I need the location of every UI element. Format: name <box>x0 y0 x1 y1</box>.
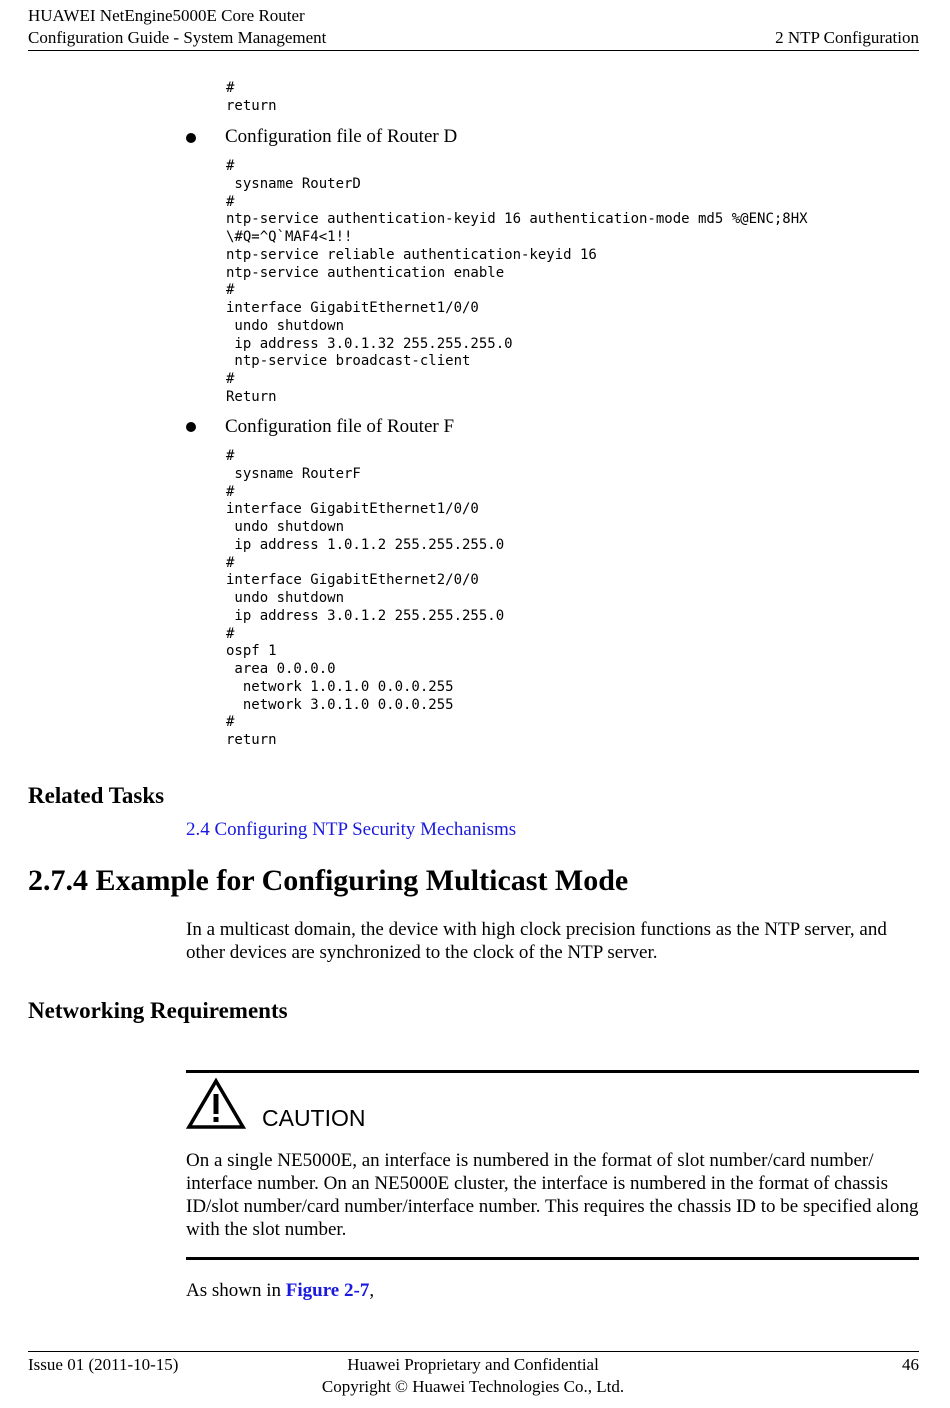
footer-copyright: Copyright © Huawei Technologies Co., Ltd. <box>321 1377 625 1396</box>
header-product: HUAWEI NetEngine5000E Core Router <box>28 6 305 25</box>
section-title: 2.7.4 Example for Configuring Multicast Mode <box>28 864 629 897</box>
router-d-label: Configuration file of Router D <box>225 126 458 147</box>
router-f-label: Configuration file of Router F <box>225 416 455 437</box>
caution-label: CAUTION <box>262 1105 366 1131</box>
footer-issue: Issue 01 (2011-10-15) <box>28 1355 179 1374</box>
caution-top-rule <box>186 1070 919 1073</box>
figure-reference <box>186 1280 374 1302</box>
footer-rule <box>28 1351 919 1352</box>
warning-triangle-icon <box>186 1078 246 1130</box>
header-rule <box>28 50 919 51</box>
footer-page-number: 46 <box>902 1355 919 1374</box>
code-block-router-f: # sysname RouterF # interface GigabitEthernet1/0/0 undo shutdown ip address 1.0.1.2 255.255.255.0 # interface GigabitEthernet2/0/0 undo shutdown ip address 3.0.1.2 255.255.255.0 # ospf 1 area 0.0.0.0 network 1.0.1.0 0.0.0.255 network 3.0.1.0 0.0.0.255 # return <box>226 448 505 748</box>
section-intro: In a multicast domain, the device with high clock precision functions as the NTP server, and other devices are synchronized to the clock of the NTP server. <box>186 919 887 963</box>
related-task-link[interactable]: 2.4 Configuring NTP Security Mechanisms <box>186 819 517 840</box>
code-block-router-d: # sysname RouterD # ntp-service authentication-keyid 16 authentication-mode md5 %@ENC;8HX \#Q=^Q`MAF4<1!! ntp-service reliable authentication-keyid 16 ntp-service authentication enable # interface GigabitEthernet1/0/0 undo shutdown ip address 3.0.1.32 255.255.255.0 ntp-service broadcast-client # Return <box>226 158 808 405</box>
code-block-previous: # return <box>226 80 277 114</box>
header-chapter: 2 NTP Configuration <box>775 28 919 47</box>
networking-heading: Networking Requirements <box>28 998 288 1023</box>
figure-reference-prefix: As shown in <box>186 1280 286 1301</box>
bullet-icon <box>186 422 196 432</box>
figure-link[interactable]: Figure 2-7 <box>285 1280 370 1301</box>
figure-reference-suffix: , <box>369 1280 375 1301</box>
related-tasks-heading: Related Tasks <box>28 783 165 808</box>
caution-bottom-rule <box>186 1257 919 1260</box>
bullet-icon <box>186 133 196 143</box>
footer-confidential: Huawei Proprietary and Confidential <box>347 1355 599 1374</box>
header-guide: Configuration Guide - System Management <box>28 28 327 47</box>
caution-text: On a single NE5000E, an interface is numbered in the format of slot number/card number/ interface number. On an NE5000E cluster, the interface is numbered in the format of chassis ID/slot number/card number/interface number. This requires the chassis ID to be specified along with the slot number. <box>186 1150 919 1240</box>
